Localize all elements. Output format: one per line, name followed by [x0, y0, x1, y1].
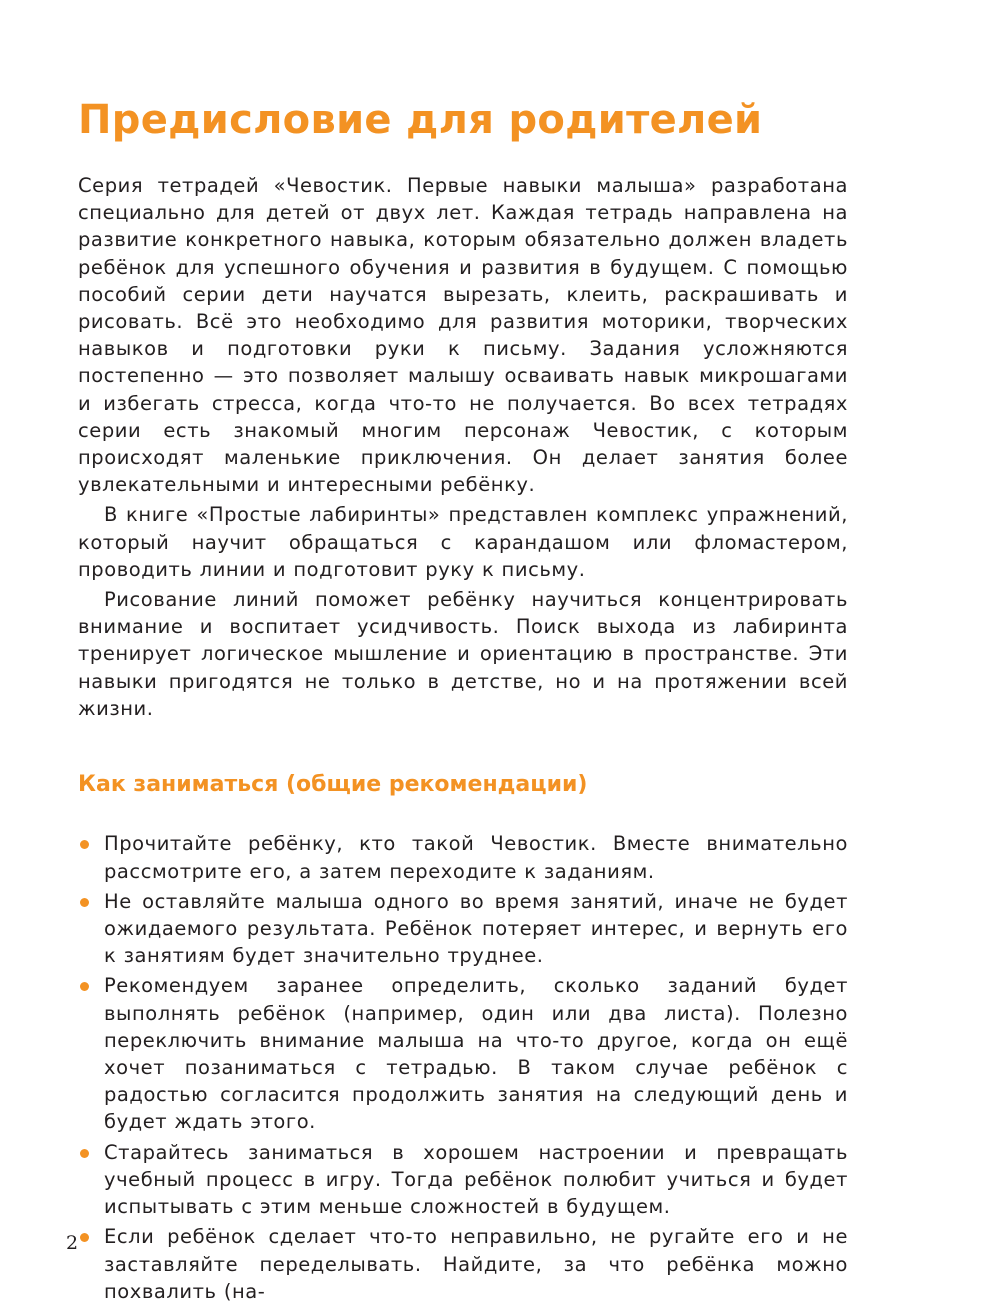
intro-paragraph-1: Серия тетрадей «Чевостик. Первые навыки малыша» разработана специально для детей от двух лет. Каждая тетрадь направлена на развитие конкретного навыка, которым обязательно должен владеть ребёнок для успешного обучения и развития в будущем. С помощью пособий серии дети научатся вырезать, клеить, раскрашивать и рисовать. Всё это необходимо для развития моторики, творческих навыков и подготовки руки к письму. Задания усложняются постепенно — это позволяет малышу осваивать навык микрошагами и избегать стресса, когда что-то не получается. Во всех тетрадях серии есть знакомый многим персонаж Чевостик, с которым происходят маленькие приключения. Он делает занятия более увлекательными и интересными ребёнку.	[78, 174, 848, 497]
recommendations-list	[78, 830, 848, 1304]
bullet-icon	[80, 1149, 89, 1158]
bullet-icon	[80, 982, 89, 991]
page-title: Предисловие для родителей	[78, 97, 763, 143]
list-item-text: Рекомендуем заранее определить, сколько заданий будет выполнять ребёнок (например, один или два листа). Полезно переключить внимание малыша на что-то другое, когда он ещё хочет позаниматься с тетрадью. В таком случае ребёнок с радостью согласится продолжить занятия на следующий день и будет ждать этого.	[104, 974, 848, 1134]
section-heading: Как заниматься (общие рекомендации)	[78, 772, 588, 798]
bullet-icon	[80, 898, 89, 907]
bullet-icon	[80, 1233, 89, 1242]
list-item-text: Не оставляйте малыша одного во время занятий, иначе не будет ожидаемого результата. Ребёнок потеряет интерес, и вернуть его к занятиям будет значительно труднее.	[104, 889, 848, 968]
list-item-text: Если ребёнок сделает что-то неправильно, не ругайте его и не заставляйте переделывать. Найдите, за что ребёнка можно похвалить (на-	[104, 1225, 848, 1303]
page-content	[78, 96, 848, 1308]
bullet-icon	[80, 840, 89, 849]
intro-paragraph-2: В книге «Простые лабиринты» представлен комплекс упражнений, который научит обращаться с карандашом или фломастером, проводить линии и подготовит руку к письму.	[78, 503, 848, 581]
list-item-text: Старайтесь заниматься в хорошем настроении и превращать учебный процесс в игру. Тогда ребёнок полюбит учиться и будет испытывать с этим меньше сложностей в будущем.	[104, 1140, 848, 1219]
list-item	[78, 830, 848, 884]
intro-paragraph-3: Рисование линий поможет ребёнку научиться концентрировать внимание и воспитает усидчивость. Поиск выхода из лабиринта тренирует логическое мышление и ориентацию в пространстве. Эти навыки пригодятся не только в детстве, но и на протяжении всей жизни.	[78, 588, 848, 720]
list-item	[78, 888, 848, 970]
list-item-text: Прочитайте ребёнку, кто такой Чевостик. Вместе внимательно рассмотрите его, а затем переходите к заданиям.	[104, 832, 848, 883]
list-item	[78, 972, 848, 1135]
list-item	[78, 1223, 848, 1305]
intro-section	[78, 172, 848, 722]
page-number: 2	[66, 1232, 79, 1254]
list-item	[78, 1139, 848, 1221]
